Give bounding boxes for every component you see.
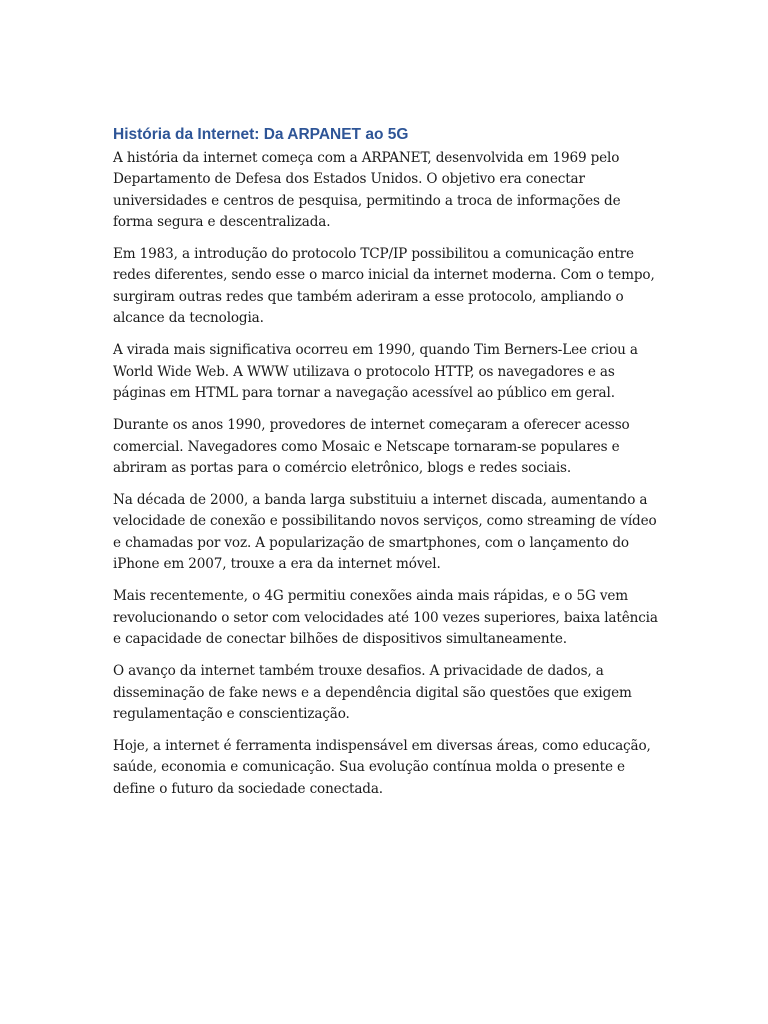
paragraph-broadband-mobile: Na década de 2000, a banda larga substituiu a internet discada, aumentando a velocidade de conexão e possibilitando novos serviços, como streaming de vídeo e chamadas por voz. A popularização de smartphones, com o lançamento do iPhone em 2007, trouxe a era da internet móvel. <box>113 492 657 573</box>
paragraph-commercial-access: Durante os anos 1990, provedores de internet começaram a oferecer acesso comercial. Navegadores como Mosaic e Netscape tornaram-se populares e abriram as portas para o comércio eletrônico, blogs e redes sociais. <box>113 417 630 476</box>
paragraph-4g-5g: Mais recentemente, o 4G permitiu conexões ainda mais rápidas, e o 5G vem revolucionando o setor com velocidades até 100 vezes superiores, baixa latência e capacidade de conectar bilhões de dispositivos simultaneamente. <box>113 588 658 647</box>
paragraph-conclusion: Hoje, a internet é ferramenta indispensável em diversas áreas, como educação, saúde, economia e comunicação. Sua evolução contínua molda o presente e define o futuro da sociedade conectada. <box>113 738 651 797</box>
paragraph-arpanet: A história da internet começa com a ARPANET, desenvolvida em 1969 pelo Departamento de Defesa dos Estados Unidos. O objetivo era conectar universidades e centros de pesquisa, permitindo a troca de informações de forma segura e descentralizada. <box>113 150 621 230</box>
paragraph-challenges: O avanço da internet também trouxe desafios. A privacidade de dados, a disseminação de fake news e a dependência digital são questões que exigem regulamentação e conscientização. <box>113 663 632 722</box>
paragraph-world-wide-web: A virada mais significativa ocorreu em 1990, quando Tim Berners-Lee criou a World Wide Web. A WWW utilizava o protocolo HTTP, os navegadores e as páginas em HTML para tornar a navegação acessível ao público em geral. <box>113 342 638 401</box>
document-title: História da Internet: Da ARPANET ao 5G <box>113 126 409 143</box>
document-page <box>113 124 658 811</box>
paragraph-tcp-ip: Em 1983, a introdução do protocolo TCP/IP possibilitou a comunicação entre redes diferentes, sendo esse o marco inicial da internet moderna. Com o tempo, surgiram outras redes que também aderiram a esse protocolo, ampliando o alcance da tecnologia. <box>113 246 655 327</box>
